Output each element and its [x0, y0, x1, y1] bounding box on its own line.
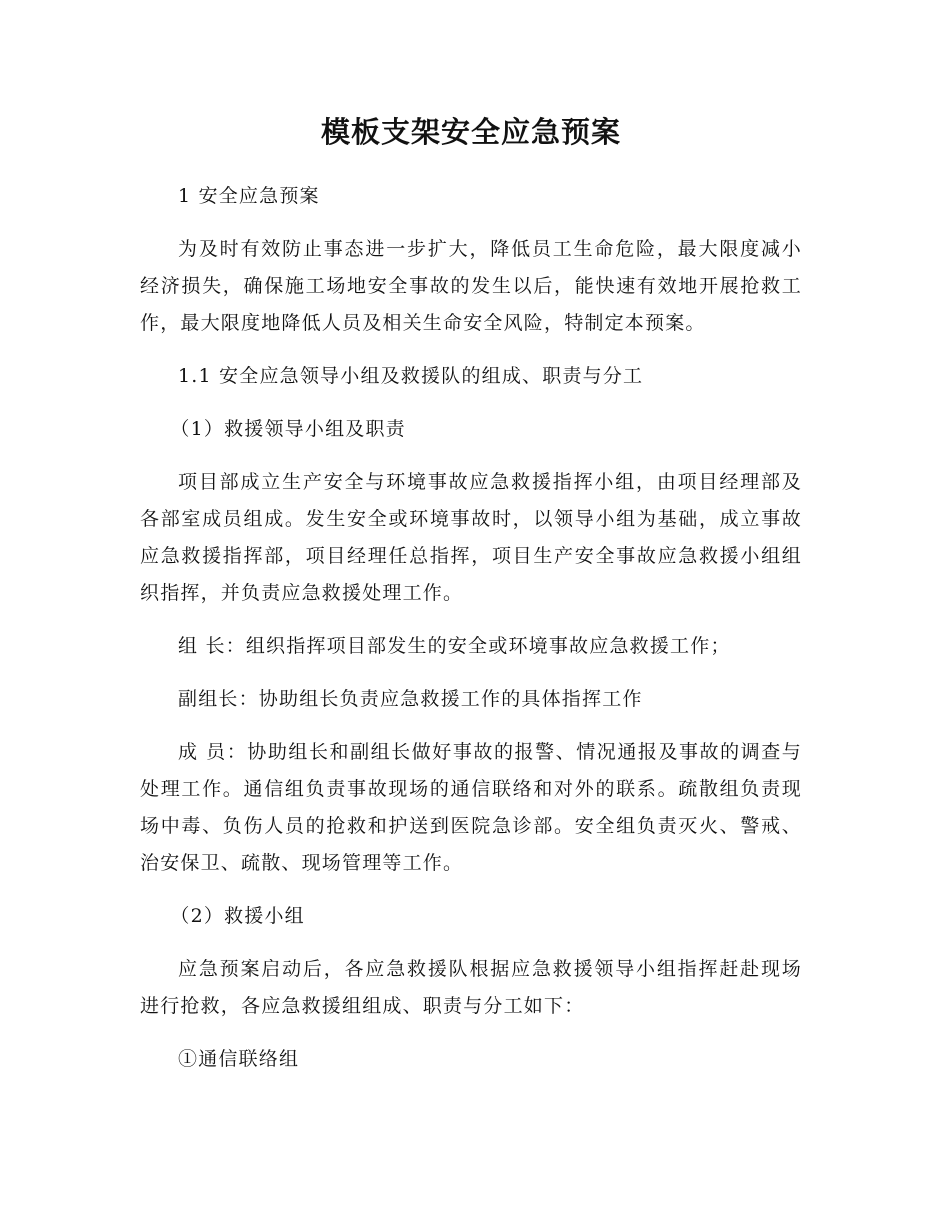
- subheading-leadership-group: （1）救援领导小组及职责: [170, 418, 406, 440]
- paragraph-purpose: 为及时有效防止事态进一步扩大，降低员工生命危险，最大限度减小经济损失，确保施工场地安全事故的发生以后，能快速有效地开展抢救工作，最大限度地降低人员及相关生命安全风险，特制定本预案。: [140, 238, 802, 334]
- paragraph-members: 成 员：协助组长和副组长做好事故的报警、情况通报及事故的调查与处理工作。通信组负责事故现场的通信联络和对外的联系。疏散组负责现场中毒、负伤人员的抢救和护送到医院急诊部。安全组负责灭火、警戒、治安保卫、疏散、现场管理等工作。: [140, 741, 802, 874]
- section-heading-1: 1 安全应急预案: [178, 185, 320, 207]
- paragraph-rescue-start: 应急预案启动后，各应急救援队根据应急救援领导小组指挥赶赴现场进行抢救，各应急救援组组成、职责与分工如下：: [140, 958, 802, 1017]
- section-heading-1-1: 1.1 安全应急领导小组及救援队的组成、职责与分工: [178, 365, 644, 387]
- paragraph-deputy-leader: 副组长：协助组长负责应急救援工作的具体指挥工作: [178, 688, 643, 710]
- document-title: 模板支架安全应急预案: [320, 115, 621, 149]
- paragraph-group-leader: 组 长：组织指挥项目部发生的安全或环境事故应急救援工作；: [178, 635, 731, 657]
- paragraph-leadership-setup: 项目部成立生产安全与环境事故应急救援指挥小组，由项目经理部及各部室成员组成。发生安全或环境事故时，以领导小组为基础，成立事故应急救援指挥部，项目经理任总指挥，项目生产安全事故应急救援小组组织指挥，并负责应急救援处理工作。: [140, 471, 802, 604]
- subheading-communication-group: ①通信联络组: [178, 1048, 300, 1070]
- subheading-rescue-group: （2）救援小组: [170, 905, 305, 927]
